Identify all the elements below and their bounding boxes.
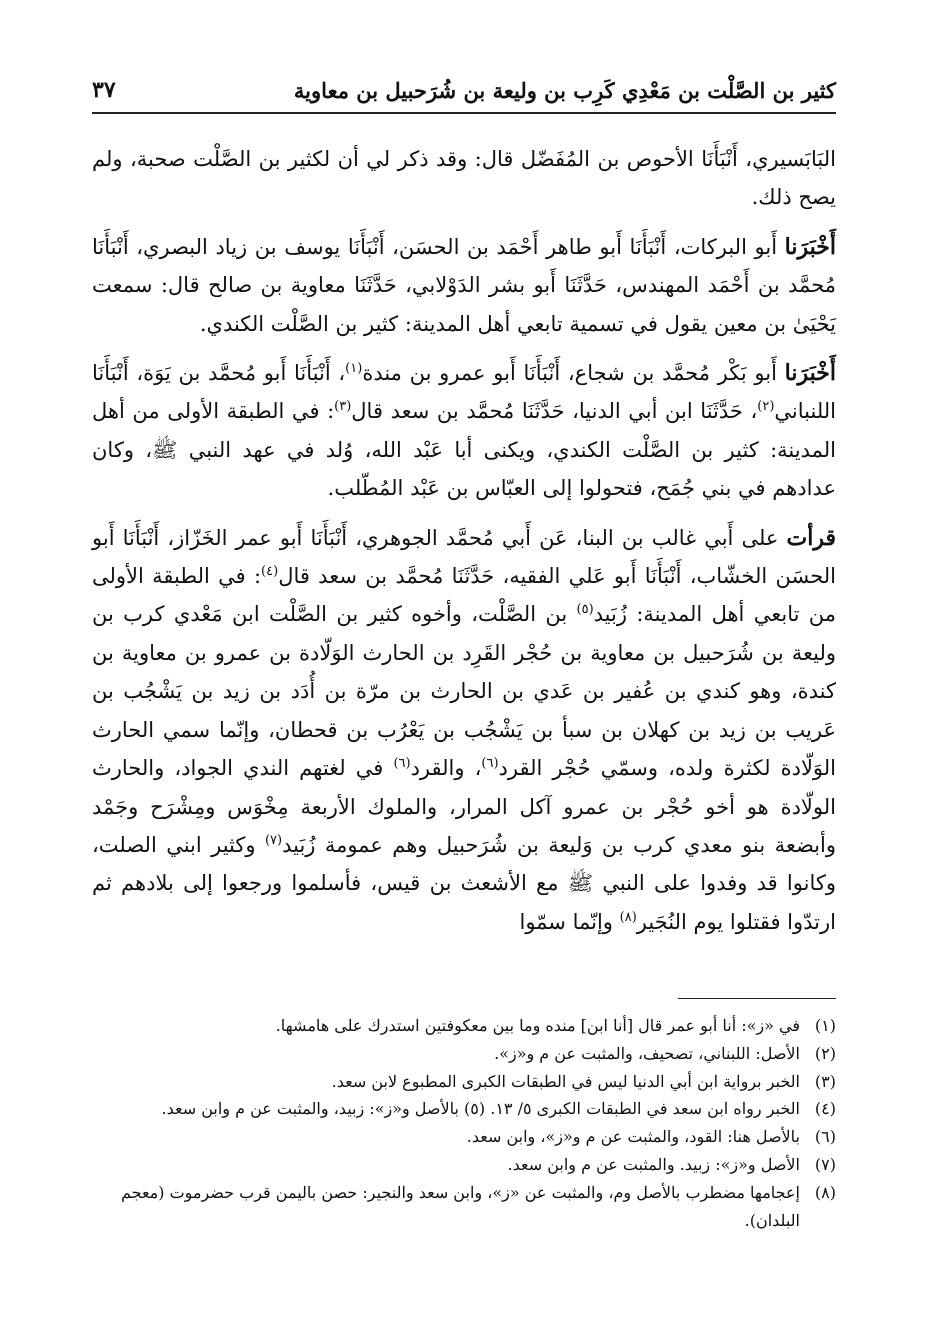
footnote bbox=[92, 1012, 836, 1040]
footnote-text: الخبر برواية ابن أبي الدنيا ليس في الطبقات الكبرى المطبوع لابن سعد. bbox=[331, 1071, 800, 1091]
footnote-number: (٢) bbox=[814, 1043, 836, 1063]
footnote-text: إعجامها مضطرب بالأصل وم، والمثبت عن «ز»، وابن سعد والنجير: حصن باليمن قرب حضرموت (معجم البلدان). bbox=[120, 1182, 800, 1230]
footnote bbox=[92, 1179, 836, 1235]
footnote-number: (١) bbox=[814, 1016, 836, 1035]
footnotes bbox=[92, 1012, 836, 1234]
footnote bbox=[92, 1123, 836, 1151]
footnote-number: (٧) bbox=[814, 1154, 836, 1174]
footnote-text: الأصل و«ز»: زبيد. والمثبت عن م وابن سعد. bbox=[507, 1154, 800, 1174]
footnote-number: (٨) bbox=[814, 1182, 836, 1202]
paragraph-keyword: أَخْبَرَنا bbox=[784, 360, 836, 387]
footnote-ref[interactable]: (٦) bbox=[481, 756, 499, 772]
text-run: في لغتهم الندي الجواد، والحارث الولّادة هو أخو حُجْر بن عمرو آكل المرار، والملوك الأربعة مِخْوَس ومِشْرَح وجَمْد وأبضعة بنو معدي كرب بن وَليعة بن شُرَحبيل وهم عمومة زُبَيد bbox=[92, 756, 836, 857]
text-run: ، حَدَّثَنَا ابن أبي الدنيا، حَدَّثَنَا مُحمَّد بن سعد قال bbox=[351, 399, 758, 424]
footnote-text: الأصل: اللبناني، تصحيف، والمثبت عن م و«ز». bbox=[494, 1043, 800, 1063]
text-run: وكثير ابني الصلت، وكانوا قد وفدوا على النبي ﷺ مع الأشعث بن قيس، فأسلموا ورجعوا إلى بلادهم ثم ارتدّوا فقتلوا يوم النُجَير bbox=[92, 832, 836, 934]
text-run: : في الطبقة الأولى من أهل المدينة: كثير بن الصَّلْت الكندي، ويكنى أبا عَبْد الله، وُلد في عهد النبي ﷺ، وكان عدادهم في بني جُمَح، فتحولوا إلى العبّاس بن عَبْد المُطّلب. bbox=[92, 399, 836, 501]
footnote-text: الخبر رواه ابن سعد في الطبقات الكبرى ٥/ ١٣. (٥) بالأصل و«ز»: زبيد، والمثبت عن م وابن سعد. bbox=[161, 1099, 800, 1119]
text-run: أَبو البركات، أَنْبَأَنَا أَبو طاهر أَحْمَد بن الحسَن، أَنْبَأَنَا يوسف بن زياد البصري، أَنْبَأَنَا مُحمَّد بن أَحْمَد المهندس، حَدَّثَنَا أَبو بشر الدَوْلابي، حَدَّثَنَا معاوية بن صالح قال: سمعت يَحْيَىٰ بن معين يقول في تسمية تابعي أهل المدينة: كثير بن الصَّلْت الكندي. bbox=[92, 234, 836, 336]
footnote-ref[interactable]: (٦) bbox=[393, 756, 411, 772]
footnote-number: (٦) bbox=[814, 1127, 836, 1147]
footnote-text: في «ز»: أنا أبو عمر قال [أنا ابن] منده وما بين معكوفتين استدرك على هامشها. bbox=[275, 1016, 800, 1035]
footnote-ref[interactable]: (٨) bbox=[619, 909, 637, 925]
footnote bbox=[92, 1151, 836, 1179]
paragraph-keyword: أَخْبَرَنا bbox=[784, 233, 836, 260]
text-run: أَبو بَكْر مُحمَّد بن شجاع، أَنْبَأَنَا أَبو عمرو بن مندة bbox=[362, 361, 785, 386]
paragraph bbox=[92, 519, 836, 941]
text-run: وإنّما سمّوا bbox=[519, 909, 620, 934]
paragraph bbox=[92, 228, 836, 343]
footnote-ref[interactable]: (٧) bbox=[264, 832, 283, 848]
footnote-divider bbox=[678, 998, 836, 999]
running-title: كثير بن الصَّلْت بن مَعْدِي كَرِب بن وليعة بن شُرَحبيل بن معاوية bbox=[293, 77, 836, 103]
footnote-text: بالأصل هنا: القود، والمثبت عن م و«ز»، وابن سعد. bbox=[466, 1127, 800, 1147]
text-run: البَابَسيري، أَنْبَأَنَا الأحوص بن المُفَضّل قال: وقد ذكر لي أن لكثير بن الصَّلْت صحبة، ولم يصح ذلك. bbox=[92, 147, 836, 210]
footnote-ref[interactable]: (٣) bbox=[334, 399, 352, 415]
page-header bbox=[92, 68, 836, 114]
footnote-ref[interactable]: (٢) bbox=[757, 399, 775, 415]
paragraph-keyword: قرأت bbox=[786, 524, 836, 551]
text-run: بن الصَّلْت، وأخوه كثير بن الصَّلْت ابن مَعْدي كرب بن وليعة بن شُرَحبيل بن معاوية بن حُجْر القَرِد بن الحارث الوَلّادة بن عمرو بن معاوية بن كندة، وهو كندي بن عُفير بن عَدي بن الحارث بن مرّة بن أُدَد بن زيد بن يَشْجُب بن عَريب بن زيد بن كهلان بن سبأ بن يَشْجُب بن يَعْرُب بن قحطان، وإنّما سمي الحارث الوَلّادة لكثرة ولده، وسمّي حُجْر القرد bbox=[92, 602, 837, 781]
paragraph bbox=[92, 140, 836, 217]
text-run: : في الطبقة الأولى من تابعي أهل المدينة: زُبَيد bbox=[92, 564, 836, 627]
main-text bbox=[92, 140, 836, 952]
page-number: ٣٧ bbox=[92, 77, 116, 103]
footnote-ref[interactable]: (١) bbox=[345, 361, 363, 377]
footnote-number: (٤) bbox=[814, 1099, 836, 1119]
footnote-ref[interactable]: (٤) bbox=[261, 564, 279, 580]
footnote-ref[interactable]: (٥) bbox=[576, 602, 594, 618]
footnote bbox=[92, 1095, 836, 1123]
footnote bbox=[92, 1040, 836, 1068]
text-run: على أَبي غالب بن البنا، عَن أَبي مُحمَّد الجوهري، أَنْبَأَنَا أَبو عمر الخَزّاز، أَنْبَأَنَا أَبو الحسَن الخشّاب، أَنْبَأَنَا أَبو عَلي الفقيه، حَدَّثَنَا مُحمَّد بن سعد قال bbox=[92, 525, 836, 589]
paragraph bbox=[92, 354, 836, 508]
text-run: ، والقرد bbox=[410, 756, 482, 781]
footnote bbox=[92, 1068, 836, 1096]
text-run: ، أَنْبَأَنَا أَبو مُحمَّد بن يَوَة، أَنْبَأَنَا اللنباني bbox=[92, 361, 837, 424]
footnote-number: (٣) bbox=[814, 1071, 836, 1091]
